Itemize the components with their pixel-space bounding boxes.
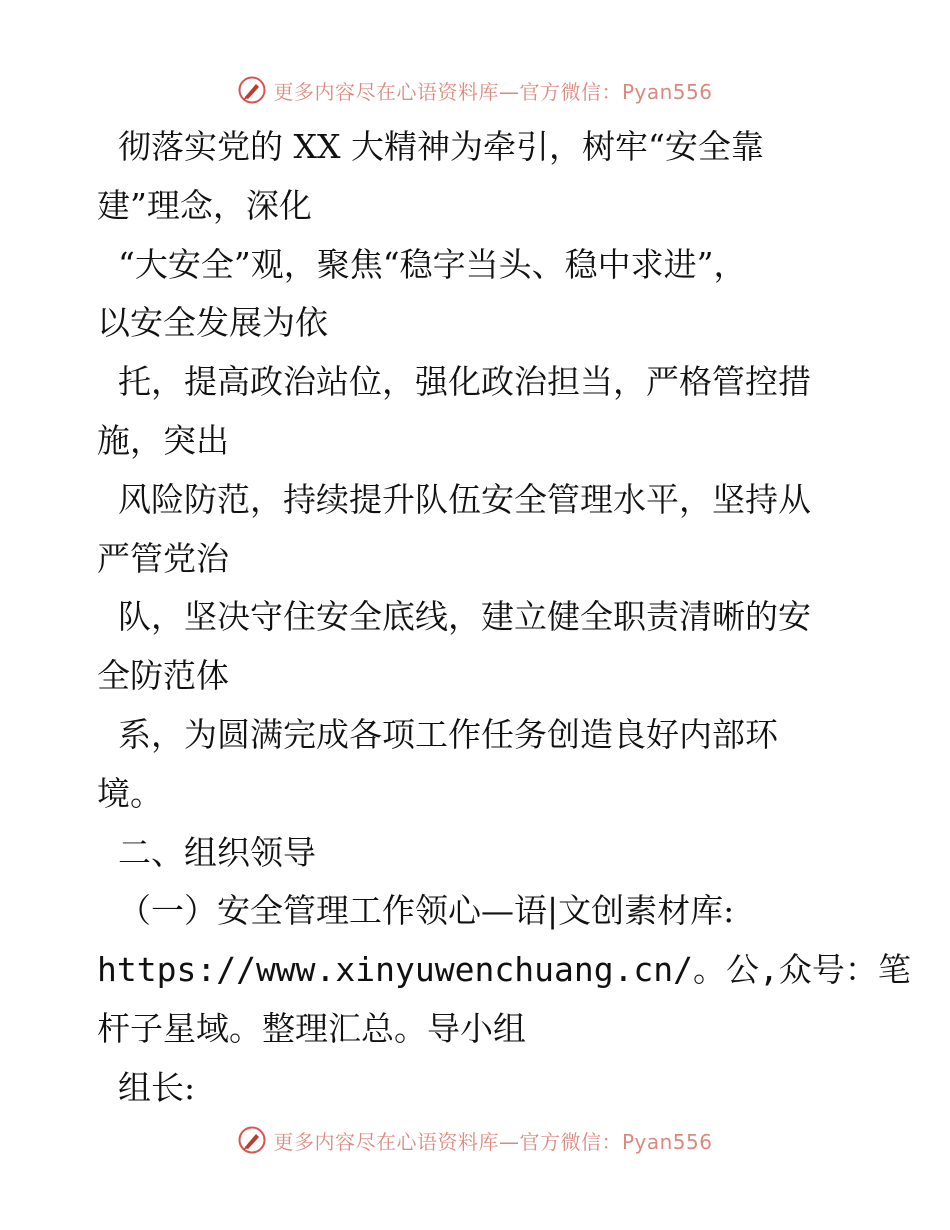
header-watermark-banner bbox=[0, 70, 950, 110]
text-line: 风险防范，持续提升队伍安全管理水平，坚持从 bbox=[97, 479, 811, 519]
text-line: 建”理念，深化 bbox=[97, 185, 312, 225]
text-line: “大安全”观，聚焦“稳字当头、稳中求进”， bbox=[97, 244, 747, 284]
text-line: 杆子星域。整理汇总。导小组 bbox=[97, 1008, 526, 1048]
text-line: 严管党治 bbox=[97, 538, 229, 578]
pen-nib-logo-icon bbox=[237, 75, 267, 105]
url-line: https://www.xinyuwenchuang.cn/。公,众号：笔 bbox=[97, 950, 911, 990]
watermark-text: 更多内容尽在心语资料库—官方微信：Pyan556 bbox=[273, 1129, 713, 1154]
text-line: 彻落实党的 XX 大精神为牵引，树牢“安全靠 bbox=[97, 127, 764, 166]
text-line: 组长: bbox=[97, 1067, 196, 1107]
footer-watermark-banner bbox=[0, 1120, 950, 1160]
text-line: 全防范体 bbox=[97, 656, 229, 696]
text-line: （一）安全管理工作领心—语|文创素材库: bbox=[97, 891, 735, 931]
text-line: 队，坚决守住安全底线，建立健全职责清晰的安 bbox=[97, 597, 811, 637]
text-line: 系，为圆满完成各项工作任务创造良好内部环 bbox=[97, 714, 778, 754]
pen-nib-logo-icon bbox=[237, 1125, 267, 1155]
text-line: 托，提高政治站位，强化政治担当，严格管控措 bbox=[97, 362, 811, 402]
text-line: 境。 bbox=[97, 773, 163, 813]
section-heading: 二、组织领导 bbox=[97, 832, 316, 872]
document-body bbox=[97, 118, 911, 1118]
text-line: 施，突出 bbox=[97, 420, 229, 460]
text-line: 以安全发展为依 bbox=[97, 303, 328, 343]
watermark-text: 更多内容尽在心语资料库—官方微信：Pyan556 bbox=[273, 79, 713, 104]
